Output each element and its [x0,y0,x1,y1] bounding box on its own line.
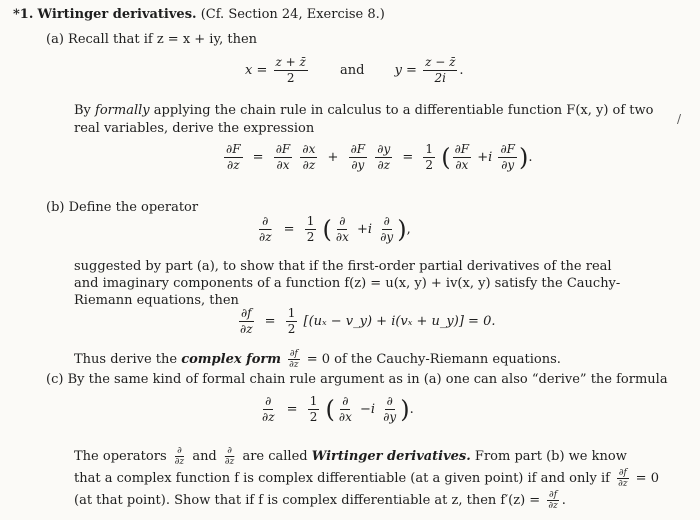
part-c-line2: that a complex function f is complex differentiable (at a given point) if and only if $\frac{\partial f}{\partial z}$ = 0 [74,468,659,489]
margin-mark: / [677,112,682,126]
line3-text: (at that point). Show that if f is complex differentiable at z, then f′(z) = [74,493,541,508]
problem-number: *1. [13,7,34,22]
part-b-thus-line: Thus derive the complex form $\frac{\partial f}{\partial z}$ = 0 of the Cauchy-Riemann equations. [74,349,561,370]
line2-text: that a complex function f is complex differentiable (at a given point) if and only if [74,471,610,486]
eq-x-numerator: z + z̄ [275,55,306,69]
and-word: and [339,63,365,78]
ops-text-2: are called [242,449,308,464]
eq-y-denominator: 2i [434,71,446,85]
wirtinger-term: Wirtinger derivatives. [311,449,471,464]
eq-y-fraction [423,55,457,86]
ops-text-3: From part (b) we know [474,449,627,464]
formula-operator-zbar: $\frac{\partial}{\partial z}$ = $\frac{1}{2}$ ( $\frac{\partial}{\partial x}$ +i $\frac{\partial}{\partial y}$ ), [259,214,411,244]
part-c-text: By the same kind of formal chain rule argument as in (a) one can also “derive” the formula [67,372,668,387]
thus-text-2: = 0 of the Cauchy-Riemann equations. [306,352,561,367]
part-b-text: suggested by part (a), to show that if the first-order partial derivatives of the real and imaginary components of a function f(z) = u(x, y) + iv(x, y) satisfy the Cauchy-Riemann equations, then [74,259,621,308]
problem-title: Wirtinger derivatives. [37,7,197,22]
part-b-intro-line [46,200,198,216]
part-a-intro: Recall that if z = x + iy, then [68,32,258,47]
part-a-text-line2: real variables, derive the expression [74,121,315,136]
part-a-text-line1 [74,103,654,119]
text-formally: formally [95,103,150,118]
eq-cr-tail: [(uₓ − v_y) + i(vₓ + u_y)] = 0. [303,314,496,329]
formula-x-y: x = $\frac{z + z̄}{2}$ and y = $\frac{z - z̄}{2i}$ . [245,55,464,85]
eq-y-lhs: y = [394,63,417,78]
eq-x-fraction [274,55,308,86]
formula-operator-z: $\frac{\partial}{\partial z}$ = $\frac{1}{2}$ ( $\frac{\partial}{\partial x}$ −i $\frac{\partial}{\partial y}$ ). [262,394,414,424]
part-c-intro-line [46,372,668,388]
formula-chain-rule: $\frac{\partial F}{\partial z}$ = $\frac{\partial F}{\partial x}$ $\frac{\partial x}{\partial z}$ + $\frac{\partial F}{\partial y}$ $\frac{\partial y}{\partial z}$ = $\frac{1}{2}$ ( $\frac{\partial F}{\partial x}$ +i $\frac{\partial F}{\partial y}$ ). [226,142,533,172]
part-c-ops-line: The operators $\frac{\partial}{\partial z}$ and $\frac{\partial}{\partial z}$ are called Wirtinger derivatives. From part (b) we know [74,446,627,467]
ops-text-1: The operators [74,449,167,464]
eq-x-denominator: 2 [286,71,295,85]
part-b-label: (b) [46,200,65,215]
thus-text-1: Thus derive the [74,352,178,367]
problem-title-line [13,7,385,23]
part-b-intro: Define the operator [68,200,199,215]
eq-y-numerator: z − z̄ [425,55,456,69]
eq-x-lhs: x = [245,63,268,78]
problem-reference: (Cf. Section 24, Exercise 8.) [200,7,385,22]
complex-form-term: complex form [181,352,282,367]
ops-and: and [192,449,217,464]
part-c-line3: (at that point). Show that if f is complex differentiable at z, then f′(z) = $\frac{\partial f}{\partial z}$ . [74,490,566,511]
line3-tail: . [561,493,566,508]
part-c-label: (c) [46,372,64,387]
line2-tail: = 0 [635,471,659,486]
part-a-label: (a) [46,32,64,47]
text-rest1: applying the chain rule in calculus to a differentiable function F(x, y) of two [153,103,654,118]
text-by: By [74,103,91,118]
part-a-intro-line [46,32,257,48]
formula-fzbar-zero: $\frac{\partial f}{\partial z}$ = $\frac{1}{2}$ [(uₓ − v_y) + i(vₓ + u_y)] = 0. [240,306,496,336]
